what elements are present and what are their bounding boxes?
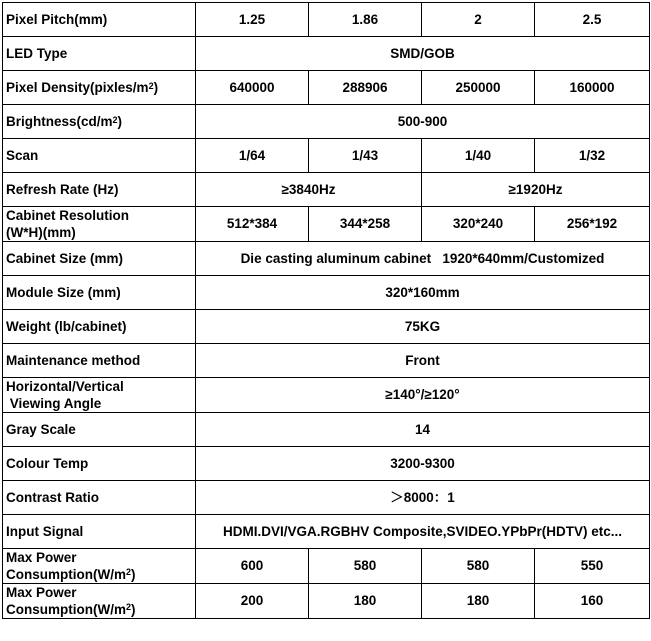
label-text: Max Power	[6, 550, 77, 565]
label-pixel-density	[3, 71, 196, 105]
label-refresh-rate: Refresh Rate (Hz)	[3, 173, 196, 207]
maintenance-value: Front	[196, 344, 650, 378]
cabinet-size-value: Die casting aluminum cabinet 1920*640mm/Customized	[196, 242, 650, 276]
weight-value: 75KG	[196, 310, 650, 344]
cabinet-resolution-value: 256*192	[535, 207, 650, 242]
label-text: (W*H)(mm)	[6, 225, 76, 240]
pixel-pitch-value: 1.86	[309, 3, 422, 37]
label-weight: Weight (lb/cabinet)	[3, 310, 196, 344]
label-text: Cabinet Resolution	[6, 208, 130, 223]
label-text: )	[131, 567, 136, 582]
label-text: Viewing Angle	[6, 396, 102, 411]
label-gray-scale: Gray Scale	[3, 413, 196, 447]
label-text: Consumption(W/m	[6, 567, 126, 582]
label-text: Horizontal/Vertical	[6, 379, 124, 394]
max-power-value: 160	[535, 584, 650, 619]
gray-scale-value: 14	[196, 413, 650, 447]
spec-table	[2, 2, 650, 619]
label-cabinet-resolution	[3, 207, 196, 242]
max-power-value: 180	[422, 584, 535, 619]
pixel-pitch-value: 1.25	[196, 3, 309, 37]
scan-value: 1/43	[309, 139, 422, 173]
label-text: )	[131, 602, 136, 617]
row-max-power-1	[3, 549, 650, 584]
max-power-value: 600	[196, 549, 309, 584]
pixel-density-value: 640000	[196, 71, 309, 105]
row-max-power-2	[3, 584, 650, 619]
row-gray-scale	[3, 413, 650, 447]
row-led-type	[3, 37, 650, 71]
scan-value: 1/40	[422, 139, 535, 173]
row-input-signal	[3, 515, 650, 549]
label-text: )	[117, 113, 123, 129]
scan-value: 1/64	[196, 139, 309, 173]
viewing-angle-value: ≥140°/≥120°	[196, 378, 650, 413]
refresh-rate-value: ≥1920Hz	[422, 173, 650, 207]
row-module-size	[3, 276, 650, 310]
row-colour-temp	[3, 447, 650, 481]
pixel-pitch-value: 2	[422, 3, 535, 37]
row-cabinet-resolution	[3, 207, 650, 242]
max-power-value: 550	[535, 549, 650, 584]
brightness-value: 500-900	[196, 105, 650, 139]
row-pixel-pitch	[3, 3, 650, 37]
cabinet-resolution-value: 320*240	[422, 207, 535, 242]
pixel-density-value: 250000	[422, 71, 535, 105]
label-module-size: Module Size (mm)	[3, 276, 196, 310]
label-text: )	[153, 79, 159, 95]
input-signal-value: HDMI.DVI/VGA.RGBHV Composite,SVIDEO.YPbPr(HDTV) etc...	[196, 515, 650, 549]
label-viewing-angle	[3, 378, 196, 413]
label-max-power	[3, 584, 196, 619]
row-viewing-angle	[3, 378, 650, 413]
label-text: Max Power	[6, 585, 77, 600]
label-brightness	[3, 105, 196, 139]
pixel-pitch-value: 2.5	[535, 3, 650, 37]
label-led-type: LED Type	[3, 37, 196, 71]
max-power-value: 200	[196, 584, 309, 619]
label-maintenance: Maintenance method	[3, 344, 196, 378]
superscript: 2	[148, 80, 154, 91]
label-pixel-pitch: Pixel Pitch(mm)	[3, 3, 196, 37]
max-power-value: 580	[422, 549, 535, 584]
refresh-rate-value: ≥3840Hz	[196, 173, 422, 207]
pixel-density-value: 288906	[309, 71, 422, 105]
label-text: Pixel Density(pixles/m	[6, 79, 149, 95]
row-maintenance	[3, 344, 650, 378]
max-power-value: 180	[309, 584, 422, 619]
label-text: Brightness(cd/m	[6, 113, 113, 129]
led-type-value: SMD/GOB	[196, 37, 650, 71]
row-contrast-ratio	[3, 481, 650, 515]
row-brightness	[3, 105, 650, 139]
module-size-value: 320*160mm	[196, 276, 650, 310]
row-scan	[3, 139, 650, 173]
label-cabinet-size: Cabinet Size (mm)	[3, 242, 196, 276]
contrast-ratio-value: ＞8000：1	[196, 481, 650, 515]
label-contrast-ratio: Contrast Ratio	[3, 481, 196, 515]
label-input-signal: Input Signal	[3, 515, 196, 549]
superscript: 2	[112, 114, 118, 125]
label-colour-temp: Colour Temp	[3, 447, 196, 481]
cabinet-resolution-value: 344*258	[309, 207, 422, 242]
colour-temp-value: 3200-9300	[196, 447, 650, 481]
label-text: Consumption(W/m	[6, 602, 126, 617]
row-refresh-rate	[3, 173, 650, 207]
row-weight	[3, 310, 650, 344]
pixel-density-value: 160000	[535, 71, 650, 105]
row-cabinet-size	[3, 242, 650, 276]
label-max-power	[3, 549, 196, 584]
superscript: 2	[125, 602, 131, 612]
scan-value: 1/32	[535, 139, 650, 173]
row-pixel-density	[3, 71, 650, 105]
superscript: 2	[125, 567, 131, 577]
max-power-value: 580	[309, 549, 422, 584]
cabinet-resolution-value: 512*384	[196, 207, 309, 242]
label-scan: Scan	[3, 139, 196, 173]
